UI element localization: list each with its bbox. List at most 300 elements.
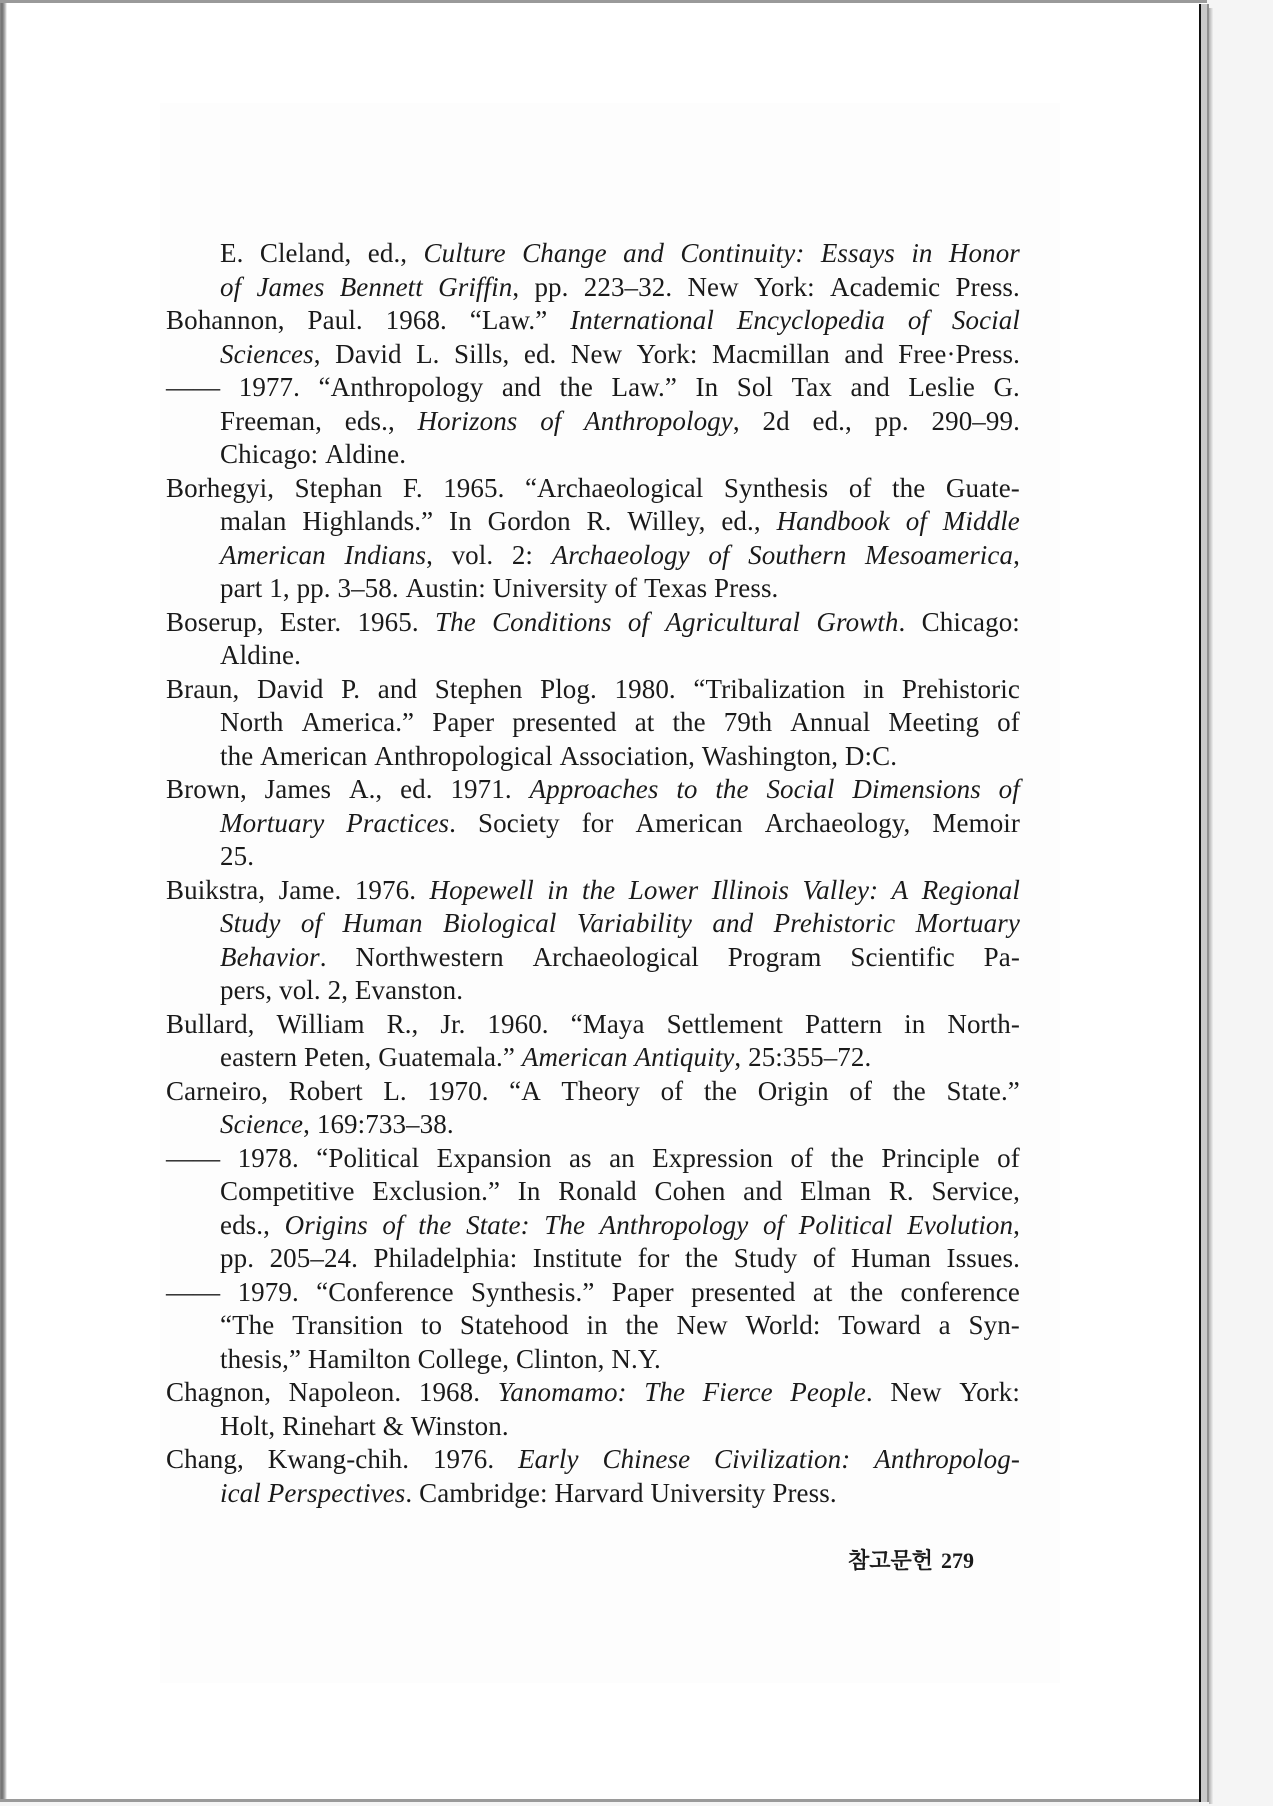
text-word bbox=[790, 1376, 872, 1410]
text-word bbox=[374, 740, 559, 774]
citation-text: Cohen bbox=[654, 1176, 726, 1206]
text-word bbox=[220, 974, 279, 1008]
citation-text: Brown, bbox=[166, 774, 247, 804]
text-word bbox=[279, 874, 342, 908]
entry-continuation-line bbox=[160, 907, 1020, 941]
citation-text: 1976. bbox=[354, 874, 417, 905]
text-word bbox=[452, 539, 494, 573]
entry-first-line bbox=[160, 1142, 1020, 1176]
text-word bbox=[849, 472, 872, 506]
italic-title-text: the bbox=[715, 774, 749, 804]
text-word bbox=[534, 271, 568, 305]
text-word bbox=[628, 606, 649, 640]
citation-text: of bbox=[997, 707, 1020, 737]
text-word bbox=[292, 1309, 403, 1343]
citation-text: 1, bbox=[269, 573, 290, 603]
citation-text: Sills, bbox=[454, 338, 510, 369]
citation-text: Hamilton bbox=[307, 1343, 411, 1374]
citation-text: Stephan bbox=[294, 472, 383, 503]
text-word bbox=[166, 1075, 268, 1109]
text-word bbox=[644, 1376, 685, 1410]
footer-section-label: 참고문헌 bbox=[848, 1549, 934, 1574]
text-word bbox=[220, 639, 301, 673]
citation-text: L. bbox=[416, 338, 440, 369]
citation-text: of bbox=[790, 1142, 814, 1173]
citation-text: William bbox=[276, 1008, 365, 1039]
text-word bbox=[916, 907, 1020, 941]
citation-text: P. bbox=[341, 673, 361, 704]
citation-text: Stephen bbox=[434, 673, 523, 704]
citation-text: David bbox=[257, 673, 324, 704]
text-word bbox=[493, 572, 615, 606]
citation-text: pers, bbox=[220, 975, 273, 1005]
citation-text: to bbox=[420, 1310, 443, 1340]
italic-title-text: Anthropology bbox=[584, 405, 733, 436]
citation-text: conference bbox=[900, 1276, 1020, 1307]
citation-text: Pattern bbox=[805, 1008, 883, 1039]
text-word bbox=[625, 1309, 658, 1343]
text-word bbox=[421, 1309, 442, 1343]
text-word bbox=[522, 237, 607, 271]
text-word bbox=[851, 1242, 931, 1276]
citation-text: Free·Press. bbox=[898, 338, 1020, 369]
citation-text: at bbox=[812, 1276, 833, 1307]
text-word bbox=[418, 1343, 516, 1377]
text-word bbox=[478, 807, 560, 841]
bibliography-entry bbox=[160, 1276, 1020, 1377]
text-word bbox=[220, 1175, 355, 1209]
citation-text: 1980. bbox=[614, 673, 676, 704]
text-word bbox=[874, 1443, 1020, 1477]
italic-title-text: Valley: bbox=[802, 874, 879, 905]
text-word bbox=[282, 1410, 383, 1444]
text-word bbox=[904, 1008, 925, 1042]
citation-text: . bbox=[319, 941, 327, 972]
text-word bbox=[419, 1477, 554, 1511]
citation-text: 25:355–72. bbox=[748, 1042, 872, 1072]
citation-text: Chagnon, bbox=[166, 1377, 272, 1407]
entry-continuation-line bbox=[160, 840, 1020, 874]
text-word bbox=[908, 304, 929, 338]
text-word bbox=[522, 1041, 635, 1075]
text-word bbox=[803, 874, 879, 908]
text-word bbox=[220, 1309, 274, 1343]
text-word bbox=[703, 1376, 773, 1410]
text-word bbox=[166, 1376, 271, 1410]
text-word bbox=[239, 371, 300, 405]
text-word bbox=[691, 1276, 795, 1310]
text-word bbox=[325, 438, 406, 472]
text-word bbox=[308, 304, 363, 338]
citation-text: Association, bbox=[559, 740, 696, 771]
citation-text: as bbox=[568, 1142, 592, 1173]
italic-title-text: Social bbox=[766, 774, 835, 804]
text-word bbox=[584, 405, 740, 439]
text-word bbox=[888, 706, 979, 740]
text-word bbox=[956, 271, 1020, 305]
text-word bbox=[695, 371, 718, 405]
citation-text: Holt, bbox=[220, 1410, 276, 1441]
italic-title-text: Mortuary bbox=[220, 807, 325, 838]
bibliography-entry bbox=[160, 237, 1020, 304]
text-word bbox=[932, 405, 1020, 439]
text-word bbox=[304, 1041, 378, 1075]
citation-text: Macmillan bbox=[711, 338, 830, 369]
citation-text: Tax bbox=[791, 372, 832, 402]
bibliography-entry bbox=[160, 304, 1020, 371]
italic-title-text: of bbox=[300, 908, 323, 938]
text-word bbox=[419, 1376, 480, 1410]
bibliography-entry bbox=[160, 673, 1020, 774]
text-word bbox=[714, 1443, 850, 1477]
italic-title-text: of bbox=[998, 774, 1020, 804]
text-word bbox=[540, 673, 597, 707]
citation-text: 2: bbox=[511, 539, 534, 570]
citation-text: Gordon bbox=[487, 506, 571, 536]
text-word bbox=[238, 1276, 299, 1310]
bibliography-entry bbox=[160, 1142, 1020, 1276]
italic-title-text: ical bbox=[220, 1477, 261, 1508]
text-word bbox=[256, 271, 324, 305]
text-word bbox=[516, 1343, 611, 1377]
citation-text: Program bbox=[727, 941, 822, 972]
italic-title-text: Approaches bbox=[529, 774, 659, 804]
citation-text: , bbox=[426, 539, 433, 570]
text-word bbox=[635, 1041, 749, 1075]
text-word bbox=[433, 1443, 494, 1477]
citation-text: Borhegyi, bbox=[166, 472, 275, 503]
text-word bbox=[460, 1309, 569, 1343]
text-word bbox=[437, 1142, 552, 1176]
text-word bbox=[615, 673, 676, 707]
italic-title-text: Handbook bbox=[776, 506, 890, 536]
bibliography-entry bbox=[160, 606, 1020, 673]
text-word bbox=[378, 673, 417, 707]
bibliography-entry bbox=[160, 1075, 1020, 1142]
text-word bbox=[623, 237, 664, 271]
citation-text: Braun, bbox=[166, 673, 240, 704]
italic-title-text: of bbox=[220, 271, 242, 302]
text-word bbox=[220, 1108, 317, 1142]
text-word bbox=[289, 1376, 402, 1410]
citation-text: Aldine. bbox=[220, 640, 301, 670]
text-word bbox=[166, 1008, 255, 1042]
italic-title-text: Continuity: bbox=[680, 238, 805, 268]
text-word bbox=[766, 773, 834, 807]
italic-title-text: Study bbox=[220, 908, 281, 938]
italic-title-text: and bbox=[712, 908, 754, 938]
text-word bbox=[999, 773, 1020, 807]
text-word bbox=[317, 1108, 454, 1142]
text-word bbox=[383, 1410, 411, 1444]
citation-text: Buikstra, bbox=[166, 874, 266, 905]
text-word bbox=[893, 1075, 926, 1109]
citation-text: Memoir bbox=[932, 807, 1020, 838]
citation-text: Issues. bbox=[946, 1243, 1020, 1273]
text-word bbox=[922, 874, 1020, 908]
entry-continuation-line bbox=[160, 539, 1020, 573]
text-word bbox=[166, 773, 247, 807]
entry-continuation-line bbox=[160, 1209, 1020, 1243]
italic-title-text: Antiquity bbox=[634, 1042, 735, 1072]
text-word bbox=[587, 505, 612, 539]
entry-first-line bbox=[160, 1276, 1020, 1310]
text-word bbox=[355, 974, 463, 1008]
text-word bbox=[265, 773, 331, 807]
text-word bbox=[341, 673, 360, 707]
citation-text: New bbox=[890, 1377, 942, 1407]
text-word bbox=[943, 505, 1020, 539]
entry-continuation-line bbox=[160, 941, 1020, 975]
citation-text: pp. bbox=[296, 573, 331, 603]
citation-text: Academic bbox=[830, 271, 941, 302]
text-word bbox=[220, 271, 241, 305]
text-word bbox=[569, 1142, 592, 1176]
citation-text: Principle bbox=[881, 1142, 980, 1173]
citation-text: York: bbox=[753, 271, 815, 302]
text-word bbox=[939, 1309, 951, 1343]
citation-text: Press. bbox=[714, 573, 779, 603]
citation-text: Press. bbox=[772, 1477, 837, 1508]
text-word bbox=[343, 907, 423, 941]
page-shadow bbox=[1209, 8, 1213, 1804]
text-word bbox=[440, 1008, 465, 1042]
citation-text: F. bbox=[402, 472, 423, 503]
text-word bbox=[560, 371, 593, 405]
text-word bbox=[518, 1175, 541, 1209]
entry-first-line bbox=[160, 1075, 1020, 1109]
citation-text: Meeting bbox=[888, 707, 980, 737]
text-word bbox=[220, 338, 321, 372]
text-word bbox=[791, 1142, 814, 1176]
citation-text: “The bbox=[220, 1310, 275, 1340]
entry-first-line bbox=[160, 371, 1020, 405]
italic-title-text: Mortuary bbox=[915, 908, 1020, 938]
italic-title-text: Social bbox=[951, 305, 1020, 335]
citation-text: a bbox=[938, 1310, 951, 1340]
entry-continuation-line bbox=[160, 572, 1020, 606]
italic-title-text: A bbox=[891, 874, 909, 905]
text-word bbox=[220, 907, 281, 941]
citation-text: R., bbox=[386, 1008, 419, 1039]
citation-text: “Political bbox=[316, 1142, 420, 1173]
italic-title-text: Chinese bbox=[602, 1444, 691, 1474]
italic-title-text: Archaeology bbox=[551, 539, 690, 570]
citation-text: . bbox=[449, 807, 457, 838]
citation-text: North bbox=[220, 707, 284, 737]
citation-text: American bbox=[635, 807, 743, 838]
bibliography-entry bbox=[160, 1376, 1020, 1443]
text-word bbox=[922, 606, 1020, 640]
text-word bbox=[238, 1142, 299, 1176]
citation-text: American bbox=[260, 740, 368, 771]
italic-title-text: Sciences bbox=[220, 338, 314, 369]
text-word bbox=[746, 1309, 821, 1343]
text-word bbox=[220, 438, 325, 472]
text-word bbox=[615, 572, 645, 606]
citation-text: Harvard bbox=[554, 1477, 644, 1508]
text-word bbox=[387, 1008, 419, 1042]
italic-title-text: Prehistoric bbox=[773, 908, 896, 938]
citation-text: 205–24. bbox=[269, 1243, 359, 1273]
citation-text: Peten, bbox=[304, 1042, 372, 1072]
citation-text: “Law.” bbox=[469, 305, 548, 335]
citation-text: Carneiro, bbox=[166, 1075, 269, 1106]
text-word bbox=[424, 237, 506, 271]
text-word bbox=[372, 1175, 500, 1209]
citation-text: 1976. bbox=[432, 1444, 495, 1474]
text-word bbox=[721, 505, 760, 539]
text-word bbox=[166, 673, 239, 707]
citation-text: , bbox=[732, 405, 740, 436]
italic-title-text: Bennett bbox=[339, 271, 423, 302]
text-word bbox=[763, 405, 790, 439]
entry-first-line bbox=[160, 1008, 1020, 1042]
text-word bbox=[166, 1142, 220, 1176]
entry-continuation-line bbox=[160, 1242, 1020, 1276]
text-word bbox=[712, 907, 753, 941]
citation-text: Annual bbox=[790, 707, 871, 737]
text-word bbox=[570, 304, 714, 338]
text-word bbox=[763, 1209, 784, 1243]
text-word bbox=[269, 572, 296, 606]
text-word bbox=[337, 572, 405, 606]
text-word bbox=[487, 1008, 548, 1042]
entry-continuation-line bbox=[160, 405, 1020, 439]
citation-text: . bbox=[865, 1377, 873, 1407]
citation-text: 223–32. bbox=[583, 271, 673, 302]
citation-text: the bbox=[220, 740, 254, 771]
text-word bbox=[220, 1041, 304, 1075]
bibliography-entry bbox=[160, 1008, 1020, 1075]
citation-text: and bbox=[377, 673, 418, 704]
text-word bbox=[166, 371, 220, 405]
entry-continuation-line bbox=[160, 807, 1020, 841]
text-word bbox=[471, 1276, 594, 1310]
citation-text: at bbox=[634, 707, 655, 737]
text-word bbox=[637, 338, 698, 372]
citation-text: 290–99. bbox=[931, 405, 1020, 436]
italic-title-text: The bbox=[644, 1377, 686, 1407]
text-word bbox=[790, 706, 870, 740]
citation-text: R. bbox=[586, 506, 612, 536]
text-word bbox=[677, 1309, 728, 1343]
text-word bbox=[166, 1443, 244, 1477]
text-word bbox=[600, 1209, 749, 1243]
citation-text: Paper bbox=[611, 1276, 674, 1307]
entry-first-line bbox=[160, 472, 1020, 506]
text-word bbox=[772, 1477, 836, 1511]
text-word bbox=[560, 740, 702, 774]
text-word bbox=[984, 941, 1020, 975]
bibliography-entry bbox=[160, 472, 1020, 606]
text-word bbox=[908, 371, 975, 405]
italic-title-text: Lower bbox=[628, 874, 699, 905]
text-word bbox=[889, 1175, 914, 1209]
text-word bbox=[821, 237, 895, 271]
text-word bbox=[676, 773, 697, 807]
text-word bbox=[220, 1343, 308, 1377]
citation-text: eds., bbox=[344, 405, 395, 436]
citation-text: “Maya bbox=[570, 1008, 645, 1039]
text-word bbox=[220, 539, 326, 573]
italic-title-text: The bbox=[434, 606, 476, 637]
citation-text: Institute bbox=[532, 1243, 623, 1273]
citation-text: Archaeological bbox=[532, 941, 699, 972]
citation-text: for bbox=[637, 1243, 670, 1273]
citation-text: ed., bbox=[367, 238, 408, 268]
text-word bbox=[800, 1175, 871, 1209]
citation-text: the bbox=[672, 707, 706, 737]
italic-title-text: The bbox=[544, 1209, 586, 1240]
citation-text: Chicago: bbox=[220, 439, 319, 469]
text-word bbox=[220, 1242, 254, 1276]
text-word bbox=[743, 1175, 782, 1209]
citation-text: Washington, bbox=[701, 740, 839, 771]
citation-text: the bbox=[703, 1075, 738, 1106]
italic-title-text: Political bbox=[798, 1209, 893, 1240]
text-word bbox=[220, 1209, 270, 1243]
text-word bbox=[687, 271, 738, 305]
citation-text: “Tribalization bbox=[693, 673, 846, 704]
text-word bbox=[166, 304, 285, 338]
text-word bbox=[680, 237, 804, 271]
citation-text: New bbox=[676, 1310, 728, 1340]
citation-text: Jr. bbox=[440, 1008, 466, 1039]
citation-text: 2d bbox=[762, 405, 790, 436]
italic-title-text: Practices bbox=[346, 807, 450, 838]
citation-text: Kwang-chih. bbox=[267, 1444, 410, 1474]
text-word bbox=[488, 505, 571, 539]
italic-title-text: Griffin bbox=[438, 271, 513, 302]
citation-text: Clinton, bbox=[515, 1343, 605, 1374]
text-word bbox=[512, 539, 533, 573]
text-word bbox=[279, 974, 328, 1008]
citation-text: vol. bbox=[451, 539, 494, 570]
citation-text: 1968. bbox=[418, 1377, 481, 1407]
italic-title-text: Change bbox=[522, 238, 607, 268]
text-word bbox=[852, 773, 981, 807]
citation-text: , bbox=[313, 338, 321, 369]
text-word bbox=[805, 1008, 882, 1042]
text-word bbox=[644, 572, 714, 606]
text-word bbox=[220, 740, 260, 774]
citation-text: York: bbox=[959, 1377, 1020, 1407]
text-word bbox=[577, 907, 692, 941]
text-word bbox=[268, 1477, 419, 1511]
text-word bbox=[349, 773, 382, 807]
italic-title-text: Fierce bbox=[702, 1377, 773, 1407]
text-word bbox=[812, 405, 851, 439]
text-word bbox=[368, 237, 407, 271]
entry-continuation-line bbox=[160, 1410, 1020, 1444]
text-word bbox=[636, 807, 743, 841]
citation-text: Law.” bbox=[611, 372, 677, 402]
citation-text: Cambridge: bbox=[419, 1477, 548, 1508]
citation-text: —— bbox=[166, 1142, 221, 1173]
citation-text: of bbox=[812, 1243, 836, 1273]
entry-continuation-line bbox=[160, 438, 1020, 472]
citation-text: Evanston. bbox=[354, 975, 464, 1005]
text-word bbox=[901, 1276, 1020, 1310]
italic-title-text: in bbox=[911, 238, 933, 268]
citation-text: University bbox=[492, 573, 608, 603]
text-word bbox=[450, 773, 511, 807]
text-word bbox=[498, 1376, 627, 1410]
text-word bbox=[449, 505, 472, 539]
entry-first-line bbox=[160, 874, 1020, 908]
text-word bbox=[512, 706, 616, 740]
